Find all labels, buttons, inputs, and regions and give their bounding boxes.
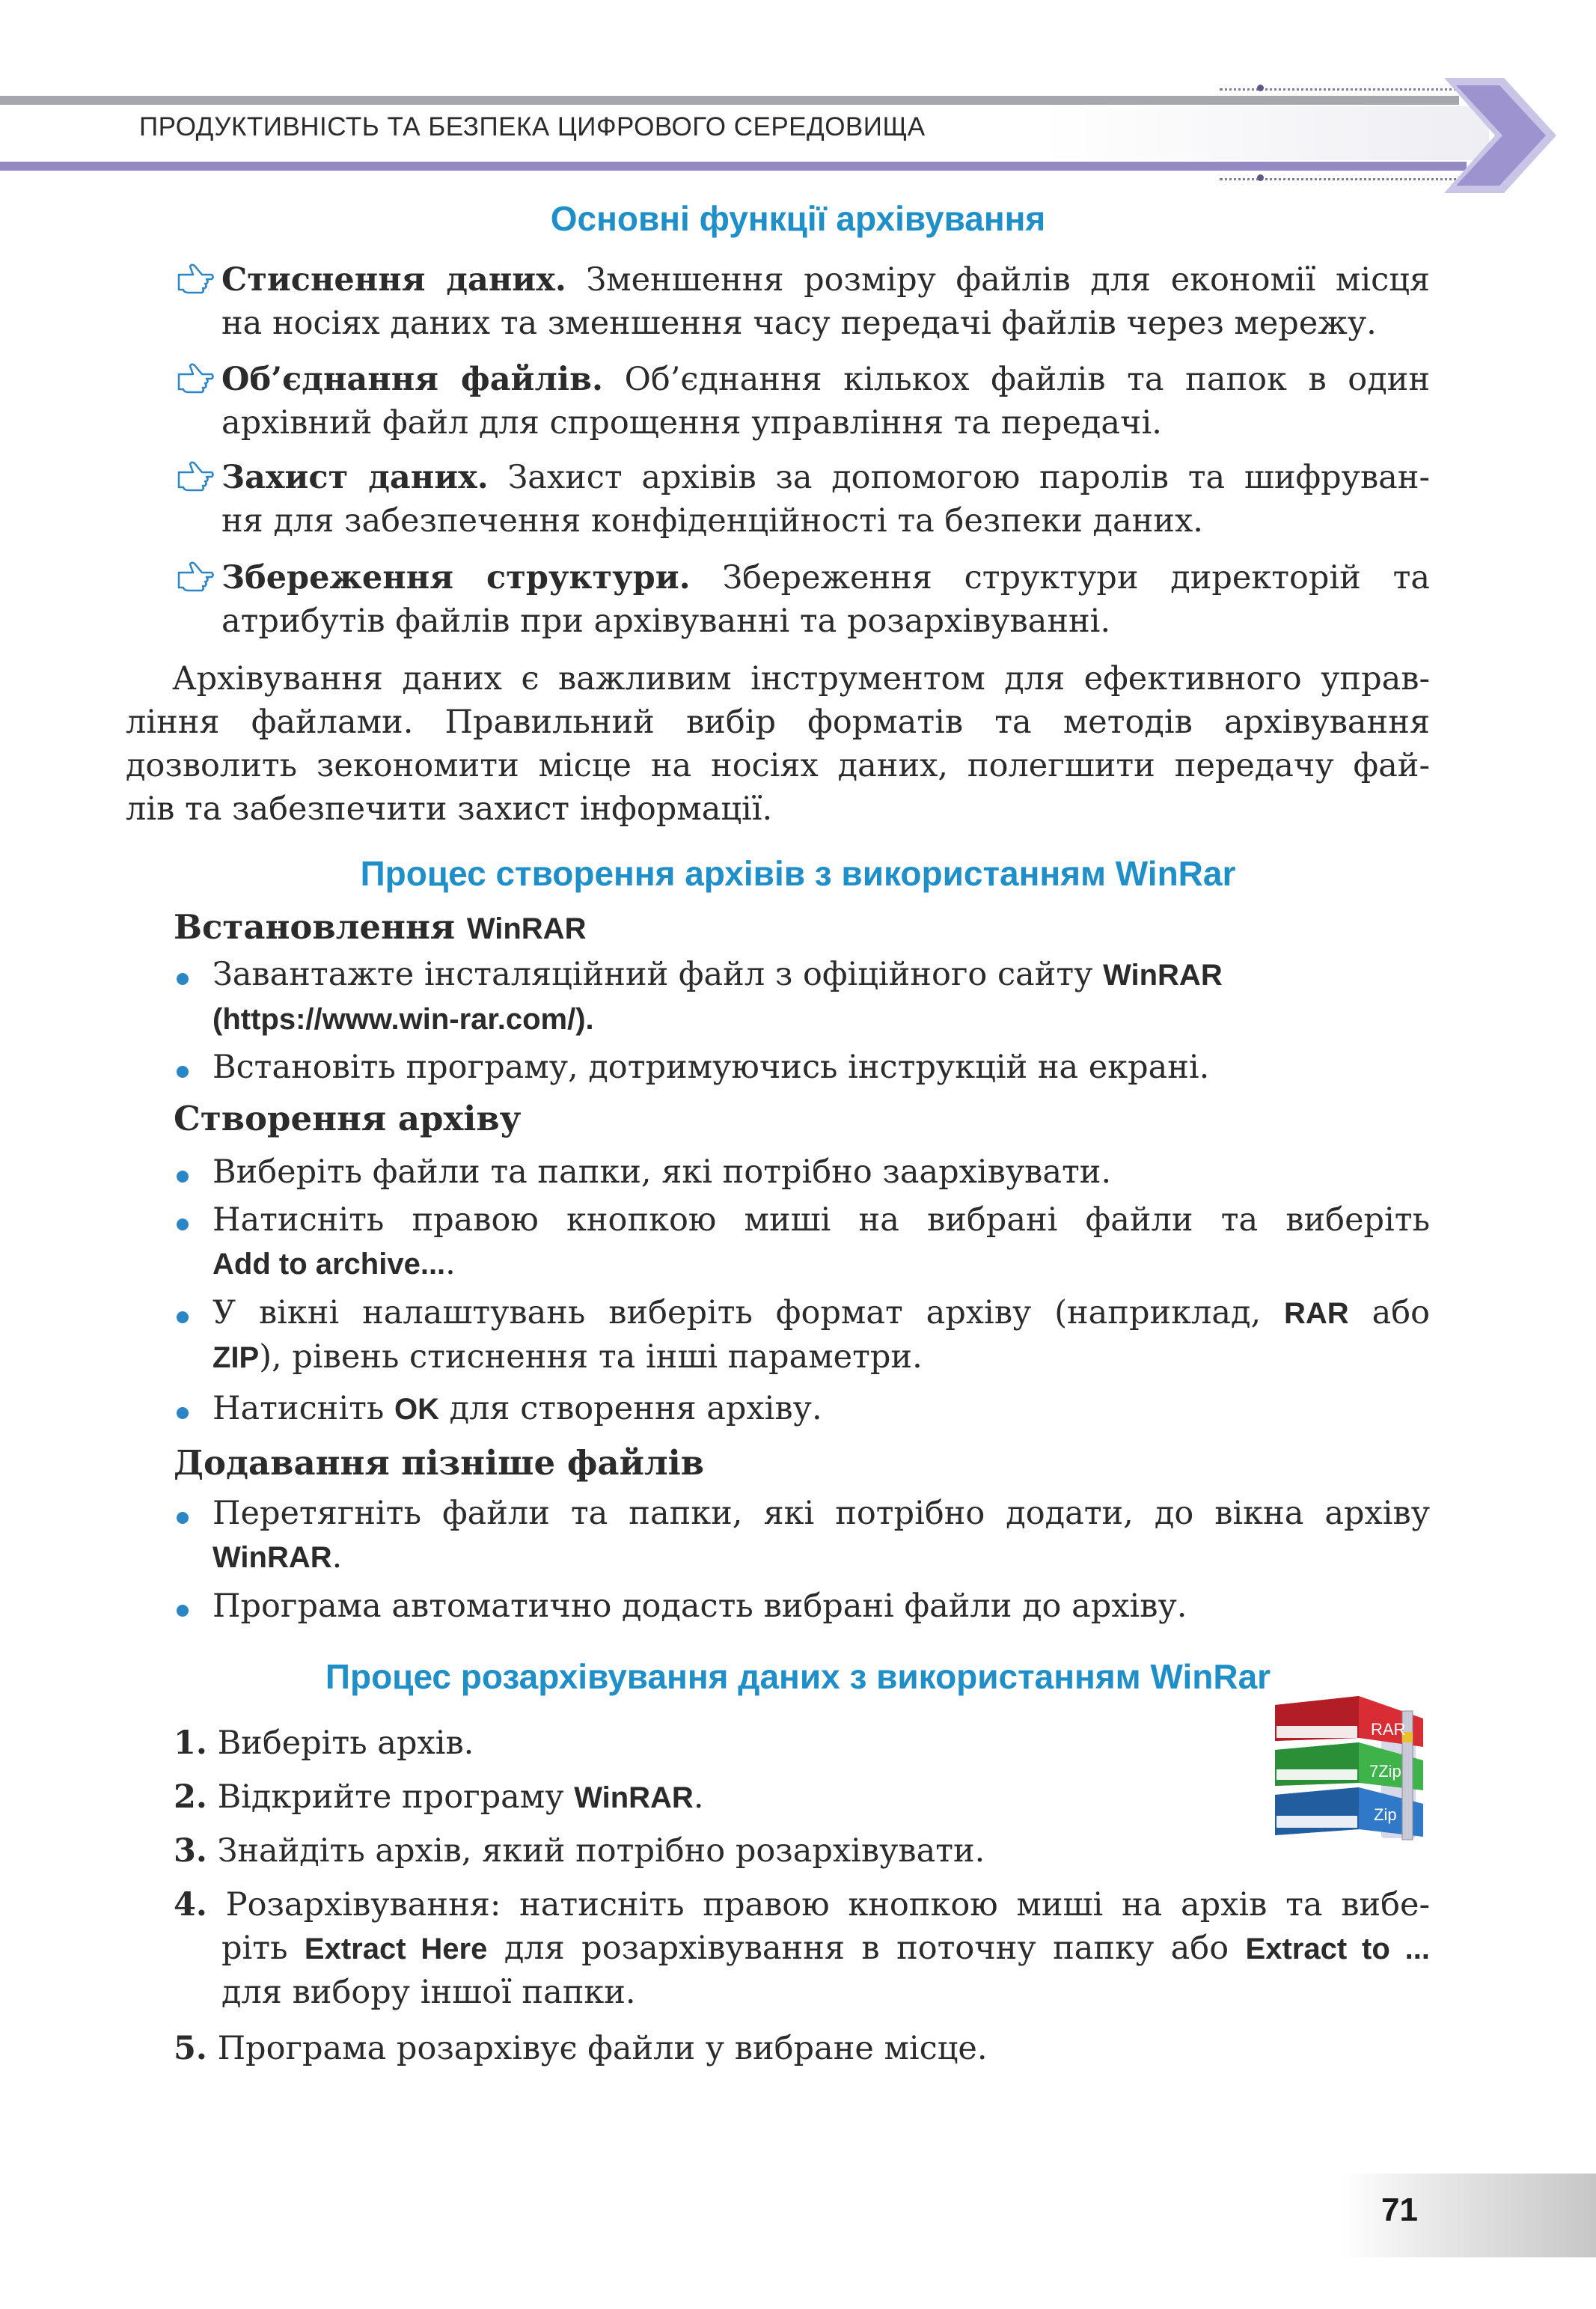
header-dot: [1257, 85, 1264, 91]
format-label-rar: RAR: [1371, 1720, 1406, 1739]
paragraph-archiving: [126, 657, 1430, 831]
step-text: для вибору іншої папки.: [221, 1974, 636, 2011]
item-text: для створення архіву.: [449, 1390, 822, 1427]
section-title-extract-archives: Процес розархівування даних з використанням WinRar: [325, 1657, 1271, 1696]
format-label-zip: Zip: [1374, 1805, 1397, 1824]
item-text: У вікні налаштувань виберіть формат архіву (наприклад,: [213, 1294, 1262, 1332]
step-text: Розархівування: натисніть правою кнопкою миші на архів та вибе-: [225, 1886, 1431, 1924]
list-item: [213, 953, 1430, 1041]
punctuation: .: [331, 1538, 343, 1576]
list-item: Програма автоматично додасть вибрані файли до архіву.: [213, 1587, 1187, 1625]
format-zip: ZIP: [213, 1341, 260, 1374]
pointing-hand-icon: [177, 560, 215, 594]
item-text: на носіях даних та зменшення часу передачі файлів через мережу.: [221, 305, 1377, 342]
item-text: Захист архівів за допомогою паролів та шифруван-: [507, 459, 1430, 496]
app-name: WinRAR: [1103, 959, 1223, 992]
winrar-url-link[interactable]: (https://www.win-rar.com/).: [213, 1003, 594, 1036]
list-item: [213, 1291, 1430, 1379]
dot-bullet: [177, 1512, 189, 1524]
list-item: Виберіть файли та папки, які потрібно заархівувати.: [213, 1153, 1112, 1191]
page-header: [0, 0, 1596, 195]
archive-formats-illustration: [1269, 1689, 1434, 1846]
term-compression: Стиснення даних.: [221, 261, 566, 299]
numbered-step: [174, 1775, 703, 1820]
step-number: 1.: [174, 1724, 207, 1762]
command-add-to-archive: Add to archive...: [213, 1248, 446, 1281]
header-top-line: [0, 96, 1459, 105]
numbered-step: [174, 1721, 474, 1765]
numbered-step: [174, 1829, 985, 1873]
paragraph-line: лів та забезпечити захист інформації.: [126, 790, 773, 828]
list-item: [221, 258, 1430, 345]
list-item: [213, 1492, 1430, 1579]
item-text: Завантажте інсталяційний файл з офіційного сайту: [213, 956, 1093, 993]
dot-bullet: [177, 1407, 189, 1419]
item-text: або: [1372, 1294, 1431, 1332]
item-text: Натисніть: [213, 1390, 385, 1427]
step-text: Знайдіть архів, який потрібно розархівувати.: [217, 1832, 985, 1870]
step-number: 5.: [174, 2030, 207, 2067]
list-item: [221, 358, 1430, 445]
paragraph-line: дозволить зекономити місце на носіях даних, полегшити передачу фай-: [126, 747, 1430, 784]
page-number-band: [1339, 2174, 1596, 2257]
step-number: 2.: [174, 1778, 207, 1816]
paragraph-line: ління файлами. Правильний вибір форматів та методів архівування: [126, 704, 1430, 741]
step-number: 4.: [174, 1886, 207, 1924]
subheading-text: Встановлення: [174, 907, 456, 947]
term-protection: Захист даних.: [221, 459, 489, 496]
dot-bullet: [177, 973, 189, 985]
item-text: ня для забезпечення конфіденційності та безпеки даних.: [221, 502, 1203, 540]
page-number: 71: [1381, 2191, 1418, 2228]
item-text: Зменшення розміру файлів для економії місця: [586, 261, 1430, 299]
section-title-create-archives: Процес створення архівів з використанням WinRar: [360, 854, 1236, 893]
item-text: ), рівень стиснення та інші параметри.: [259, 1338, 923, 1376]
dot-bullet: [177, 1171, 189, 1183]
ok-label: OK: [394, 1393, 439, 1426]
dot-bullet: [177, 1311, 189, 1323]
step-text: Програма розархівує файли у вибране місце.: [217, 2030, 988, 2067]
list-item: [221, 556, 1430, 643]
app-name: WinRAR: [574, 1781, 694, 1814]
format-rar: RAR: [1284, 1297, 1349, 1330]
header-bottom-line: [0, 162, 1467, 171]
format-label-7zip: 7Zip: [1369, 1762, 1401, 1781]
item-text: Збереження структури директорій та: [722, 559, 1430, 597]
item-text: Натисніть правою кнопкою миші на вибрані файли та виберіть: [213, 1201, 1430, 1239]
dot-bullet: [177, 1218, 189, 1230]
numbered-step: [174, 2027, 988, 2070]
step-text: Відкрийте програму: [217, 1778, 564, 1816]
section-title-archiving-functions: Основні функції архівування: [550, 199, 1046, 238]
app-name: WinRAR: [466, 912, 587, 945]
dot-bullet: [177, 1605, 189, 1617]
header-title: ПРОДУКТИВНІСТЬ ТА БЕЗПЕКА ЦИФРОВОГО СЕРЕДОВИЩА: [139, 112, 926, 141]
step-text: ріть: [221, 1930, 288, 1967]
pointing-hand-icon: [177, 362, 215, 396]
item-text: атрибутів файлів при архівуванні та розархівуванні.: [221, 603, 1111, 640]
header-chevron-icon: [1422, 72, 1564, 199]
subheading-install: [174, 907, 586, 947]
pointing-hand-icon: [177, 460, 215, 494]
punctuation: .: [693, 1778, 704, 1816]
subheading-add-later: Додавання пізніше файлів: [174, 1443, 705, 1483]
step-text: Виберіть архів.: [217, 1724, 474, 1762]
item-text: Перетягніть файли та папки, які потрібно додати, до вікна архіву: [213, 1495, 1430, 1532]
list-item: [213, 1387, 822, 1431]
app-name: WinRAR: [213, 1541, 332, 1574]
paragraph-line: Архівування даних є важливим інструментом для ефективного управ-: [172, 660, 1430, 698]
subheading-create: Створення архіву: [174, 1099, 522, 1138]
header-dot: [1257, 174, 1264, 181]
term-merge: Об’єднання файлів.: [221, 361, 603, 398]
list-item: [221, 456, 1430, 543]
command-extract-here: Extract Here: [304, 1933, 488, 1965]
step-text: для розархівування в поточну папку або: [504, 1930, 1229, 1967]
punctuation: .: [445, 1245, 456, 1282]
numbered-step: [174, 1883, 1430, 2014]
item-text: Об’єднання кількох файлів та папок в один: [624, 361, 1430, 398]
item-text: архівний файл для спрощення управління та передачі.: [221, 404, 1162, 442]
pointing-hand-icon: [177, 262, 215, 296]
dot-bullet: [177, 1066, 189, 1078]
step-number: 3.: [174, 1832, 207, 1870]
term-structure: Збереження структури.: [221, 559, 691, 597]
command-extract-to: Extract to ...: [1245, 1933, 1431, 1965]
list-item: [213, 1198, 1430, 1286]
list-item: Встановіть програму, дотримуючись інструкцій на екрані.: [213, 1049, 1210, 1086]
